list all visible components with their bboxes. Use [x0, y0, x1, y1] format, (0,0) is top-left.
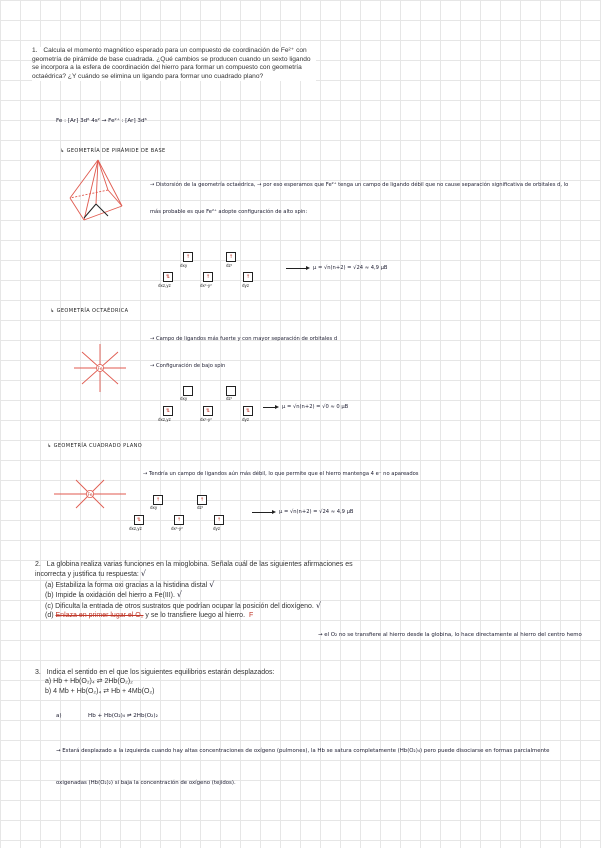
orbital-label: dz² — [226, 263, 233, 268]
orbital-label: dyz — [242, 283, 250, 288]
check-mark: √ — [140, 569, 146, 579]
orbital-label: dxy — [180, 263, 188, 268]
orbital-label: dx²-y² — [171, 526, 183, 531]
answer-equation: Hb + Hb(O₂)₄ ⇌ 2Hb(O₂)₂ — [88, 713, 158, 719]
orbital-label: dxy — [150, 505, 158, 510]
pyramid-note: → Distorsión de la geometría octaédrica, → por eso esperamos que Fe²⁺ tenga un campo de ligando débil que no cause separación significativa de orbitales d, lo más probable es que Fe²⁺ adopte configuración de alto spin: — [150, 182, 569, 215]
question-1-number: 1. — [32, 47, 38, 54]
square-formula: μ = √n(n+2) = √24 ≈ 4,9 μB — [279, 509, 354, 515]
octa-diagram — [70, 340, 130, 396]
question-2-number: 2. — [35, 561, 41, 568]
orbital-box: ↑ — [183, 252, 193, 262]
orbital-box: ⇅ — [243, 406, 253, 416]
orbital-label: dz² — [226, 396, 233, 401]
result-arrow — [286, 268, 308, 269]
orbital-box: ↑ — [197, 495, 207, 505]
equilibrium-a: a) Hb + Hb(O₂)₄ ⇄ 2Hb(O₂)₂ — [45, 678, 133, 686]
orbital-label: dz² — [197, 505, 204, 510]
pyramid-heading: ↳ GEOMETRÍA DE PIRÁMIDE DE BASE — [60, 148, 166, 154]
fe-label: Fe — [97, 367, 103, 372]
square-heading: ↳ GEOMETRÍA CUADRADO PLANO — [47, 443, 143, 449]
pyramid-formula: μ = √n(n+2) = √24 ≈ 4,9 μB — [313, 265, 388, 271]
orbital-box: ↑ — [214, 515, 224, 525]
orbital-label: dyz — [242, 417, 250, 422]
orbital-label: dx²-y² — [200, 417, 212, 422]
electron-config: Fe : [Ar] 3d⁶ 4s² → Fe²⁺ : [Ar] 3d⁶ — [56, 118, 147, 124]
orbital-box — [226, 386, 236, 396]
option-a: (a) Estabiliza la forma oxi gracias a la histidina distal √ — [45, 579, 215, 589]
orbital-box: ↑ — [226, 252, 236, 262]
question-1-text: Calcula el momento magnético esperado para un compuesto de coordinación de Fe²⁺ con geometría de pirámide de base cuadrada. ¿Qué cambios se producen cuando un sexto ligando se incorpora a la esfera de coordinación del hierro para formar un compuesto con geometría octaédrica? ¿Y cuándo se elimina un ligando para formar uno cuadrado plano? — [32, 47, 311, 80]
option-c: (c) Dificulta la entrada de otros sustratos que podrían ocupar la posición del dioxígeno. √ — [45, 600, 321, 610]
orbital-label: dx²-y² — [200, 283, 212, 288]
orbital-box: ⇅ — [134, 515, 144, 525]
octa-formula: μ = √n(n+2) = √0 ≈ 0 μB — [282, 404, 349, 410]
question-3 — [35, 668, 375, 696]
octa-heading: ↳ GEOMETRÍA OCTAÉDRICA — [50, 308, 129, 314]
result-arrow — [263, 407, 277, 408]
orbital-box: ⇅ — [203, 406, 213, 416]
question-2 — [35, 560, 415, 620]
orbital-box: ↑ — [153, 495, 163, 505]
orbital-box: ↑ — [174, 515, 184, 525]
question-3-intro: 3. Indica el sentido en el que los siguientes equilibrios estarán desplazados: — [35, 669, 275, 676]
orbital-label: dxy — [180, 396, 188, 401]
orbital-box: ⇅ — [163, 406, 173, 416]
question-3-number: 3. — [35, 669, 41, 676]
answer-label: a) — [56, 713, 62, 719]
orbital-box: ↑ — [243, 272, 253, 282]
result-arrow — [252, 512, 274, 513]
orbital-label: dyz — [213, 526, 221, 531]
square-note: → Tendría un campo de ligandos aún más débil, lo que permite que el hierro mantenga 4 e⁻ no apareados — [143, 471, 419, 477]
fe-label: Fe — [87, 493, 93, 498]
false-tag: F — [248, 612, 254, 620]
answer-text: → Estará desplazado a la izquierda cuando hay altas concentraciones de oxígeno (pulmones), la Hb se satura completamente (Hb(O₂)₄) pero puede disociarse en formas parcialmente oxigenadas (Hb(O₂)₂) si baja la concentración de oxígeno (tejidos). — [56, 748, 550, 786]
octa-note-1: → Campo de ligandos más fuerte y con mayor separación de orbitales d — [150, 336, 338, 342]
orbital-box: ↑ — [203, 272, 213, 282]
orbital-label: dxz,yz — [158, 417, 171, 422]
square-diagram — [50, 472, 130, 516]
equilibrium-b: b) 4 Mb + Hb(O₂)₄ ⇄ Hb + 4Mb(O₂) — [45, 687, 155, 695]
orbital-label: dxz,yz — [129, 526, 142, 531]
question-2-intro: 2. La globina realiza varias funciones en la mioglobina. Señala cuál de las siguientes afirmaciones es incorrecta y justifica tu respuesta: √ — [35, 561, 353, 579]
octa-note-2: → Configuración de bajo spin — [150, 363, 226, 369]
question-2-answer: → el O₂ no se transfiere al hierro desde la globina, lo hace directamente al hierro del centro hemo — [318, 632, 582, 638]
orbital-label: dxz,yz — [158, 283, 171, 288]
option-d: (d) Enlaza en primer lugar el O₂ y se lo transfiere luego al hierro. F — [45, 612, 254, 620]
question-1 — [32, 47, 316, 81]
pyramid-diagram — [64, 158, 132, 228]
orbital-box: ⇅ — [163, 272, 173, 282]
orbital-box — [183, 386, 193, 396]
option-b: (b) Impide la oxidación del hierro a Fe(III). √ — [45, 590, 183, 600]
struck-text: Enlaza en primer lugar el O₂ — [55, 612, 144, 620]
